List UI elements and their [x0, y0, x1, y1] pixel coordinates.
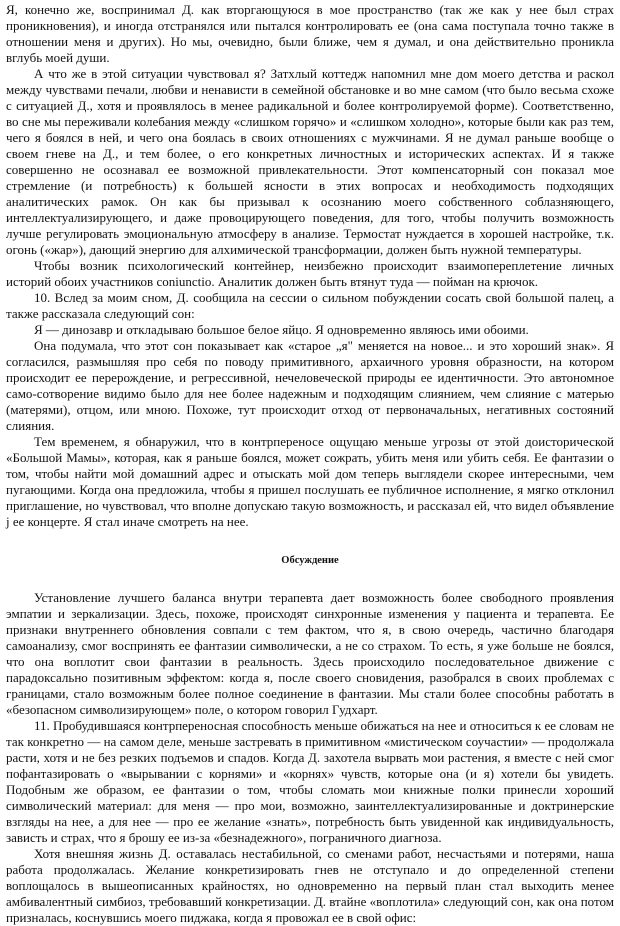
paragraph-outer-life: Хотя внешняя жизнь Д. оставалась нестабильной, со сменами работ, несчастьями и потерями, наша работа продолжалась. Желание конкретизировать гнев не отступало и до определенной степени воплощалось в вышеописанных крайностях, но одновременно на первый план стал выходить менее амбивалентный симбиоз, требовавший конкретизации. Д. втайне «воплотила» следующий сон, как она потом призналась, коснувшись моего пиджака, когда я провожал ее в свой офис: [6, 846, 614, 925]
paragraph-dream-interpretation: Она подумала, что этот сон показывает как «старое „я" меняется на новое... и это хороший знак». Я согласился, размышляя про себя по поводу примитивного, архаичного уровня образности, на котором происходит ее перерождение, и регрессивной, нечеловеческой природы ее идентичности. Это автономное само-сотворение видимо было для нее более надежным и подходящим слиянием, чем слияние с матерью (матерями), отцом, или мною. Похоже, тут происходит отход от первоначальных, негативных состояний слияния. [6, 338, 614, 433]
paragraph-point-10: 10. Вслед за моим сном, Д. сообщила на сессии о сильном побуждении сосать свой большой палец, а также рассказала следующий сон: [6, 290, 614, 321]
paragraph-intrusion: Я, конечно же, воспринимал Д. как вторгающуюся в мое пространство (так же как у нее был страх проникновения), и иногда отстранялся или пытался контролировать ее (она сама поступала точно также в отношении меня и других). Но мы, очевидно, были ближе, чем я думал, и она действительно проникла вглубь моей души. [6, 2, 614, 65]
paragraph-countertransference: А что же в этой ситуации чувствовал я? Затхлый коттедж напомнил мне дом моего детства и раскол между чувствами печали, любви и ненависти в семейной обстановке и во мне самом (что было весьма схоже с ситуацией Д., хотя и проявлялось в менее радикальной и более контролируемой форме). Соответственно, во сне мы переживали колебания между «слишком горячо» и «слишком холодно», которые были как раз тем, чего я боялся в ней, и чего она боялась в своих отношениях с мужчинами. Я не думал раньше вообще о своем гневе на Д., и тем более, о его конкретных личностных и исторических аспектах. И я также совершенно не осознавал ее возможной привлекательности. Этот компенсаторный сон показал мое стремление (и потребность) к большей ясности в этих вопросах и необходимость подходящих аналитических рамок. Он как бы призывал к осознанию моего собственного соблазняющего, интеллектуализирующего, и даже провоцирующего поведения, для того, чтобы получить возможность лучше регулировать эмоциональную атмосферу в анализе. Термостат нуждается в хорошей настройке, т.к. огонь («жар»), дающий энергию для алхимической трансформации, должен быть нужной температуры. [6, 66, 614, 257]
paragraph-balance: Установление лучшего баланса внутри терапевта дает возможность более свободного проявления эмпатии и зеркализации. Здесь, похоже, происходят синхронные изменения у пациента и терапевта. Ее признаки внутреннего обновления совпали с тем фактом, что я, в свою очередь, частично благодаря самоанализу, смог воспринять ее фантазии символически, а не со страхом. То есть, я уже больше не боялся, что она воплотит свои фантазии в реальность. Здесь происходило последовательное движение с парадоксально позитивным эффектом: когда я, после своего сновидения, разобрался в своих проблемах с границами, стало возможным более полное соединение в фантазии. Мы стали более способны работать в «безопасном символизирующем» поле, о котором говорил Гудхарт. [6, 590, 614, 717]
paragraph-big-mama: Тем временем, я обнаружил, что в контрпереносе ощущаю меньше угрозы от этой доисторической «Большой Мамы», которая, как я раньше боялся, может сожрать, убить меня или убить себя. Ее фантазии о том, чтобы найти мой домашний адрес и отыскать мой дом теперь выглядели скорее интересными, чем пугающими. Когда она предложила, чтобы я пришел послушать ее публичное исполнение, я мягко отклонил приглашение, но чувствовал, что вполне допускаю такую возможность, и рассказал ей, что видел объявление j ее концерте. Я стал иначе смотреть на нее. [6, 434, 614, 529]
paragraph-container: Чтобы возник психологический контейнер, неизбежно происходит взаимопереплетение личных историй обоих участников coniunctio. Аналитик должен быть втянут туда — пойман на крючок. [6, 258, 614, 289]
dream-quote: Я — динозавр и откладываю большое белое яйцо. Я одновременно являюсь ими обоими. [34, 322, 529, 337]
paragraph-point-11: 11. Пробудившаяся контрпереносная способность меньше обижаться на нее и относиться к ее словам не так конкретно — на самом деле, меньше застревать в примитивном «мистическом соучастии» — продолжала расти, хотя и не без резких подъемов и спадов. Когда Д. захотела вырвать мои растения, я вместе с ней смог пофантазировать о «вырывании с корнями» и «корнях» чувств, которые она (и я) хотели бы увидеть. Подобным же образом, ее фантазии о том, чтобы сломать мои книжные полки принесли хороший символический материал: для меня — про мои, возможно, заинтеллектуализированные и доктринерские взгляды на нее, а для нее — про ее желание «знать», потребность быть увиденной как индивидуальность, зависть и страх, что я брошу ее из-за «безнадежного», пограничного диагноза. [6, 718, 614, 845]
section-heading: Обсуждение [281, 555, 339, 566]
